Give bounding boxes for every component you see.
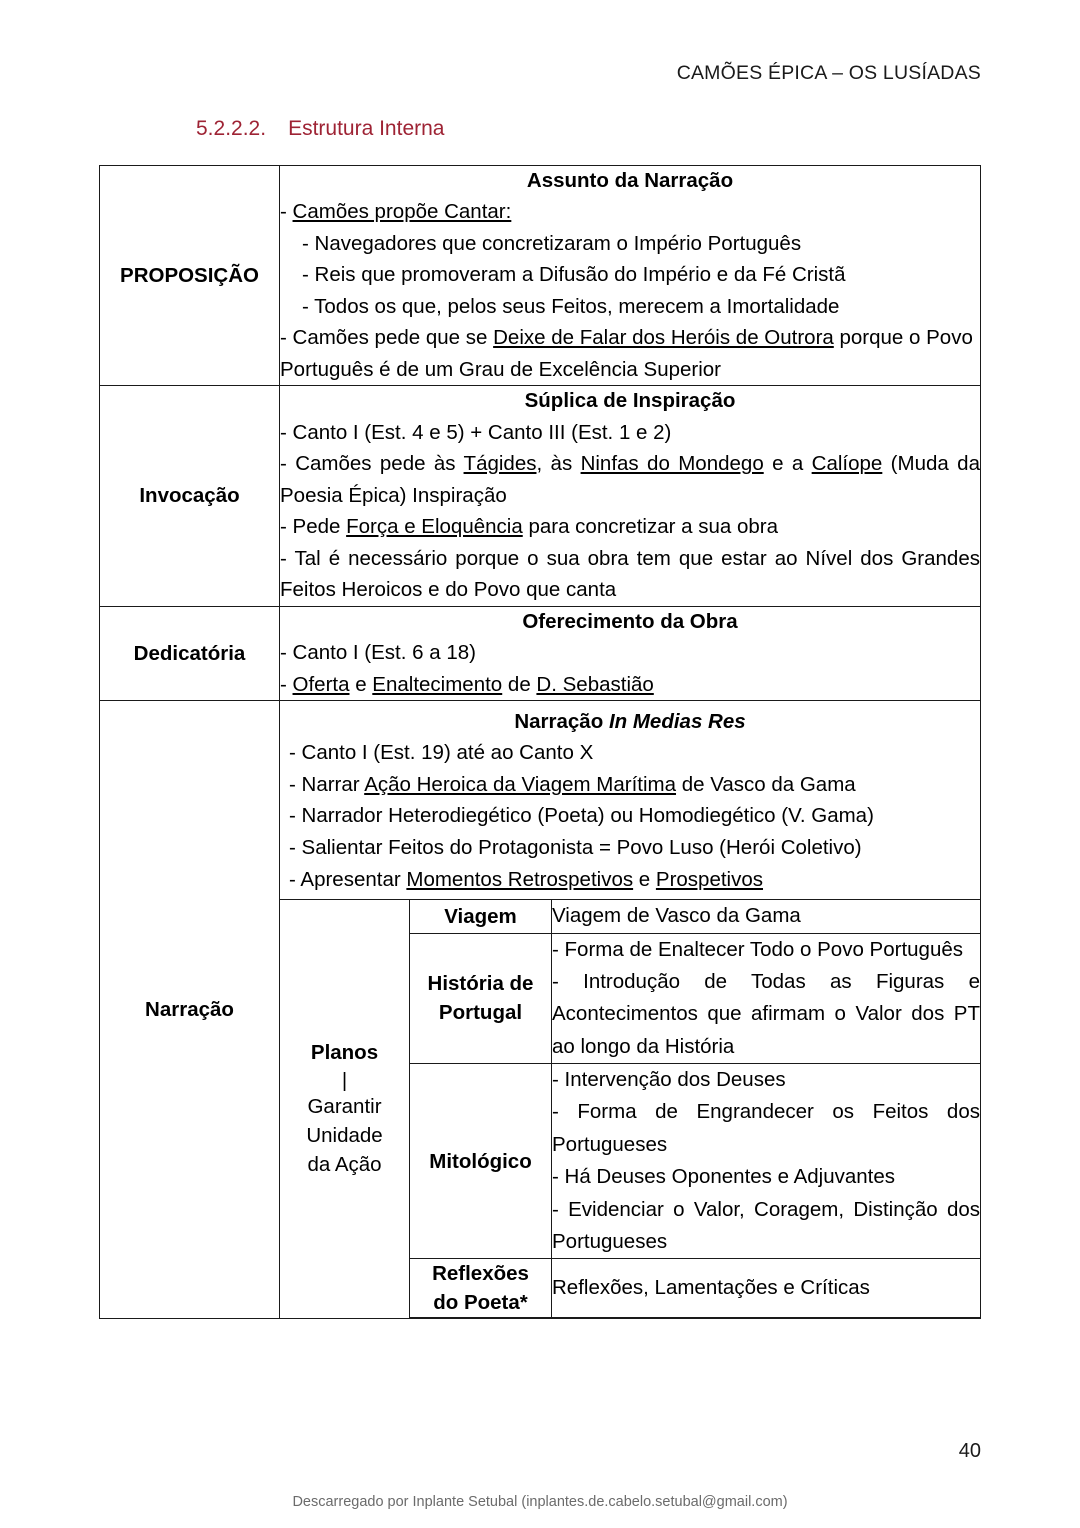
content-line: - Todos os que, pelos seus Feitos, merecem a Imortalidade bbox=[302, 294, 840, 318]
planos-sub-line-1: Garantir bbox=[307, 1095, 382, 1119]
estrutura-interna-table bbox=[99, 165, 981, 1319]
subtable-value-viagem bbox=[552, 900, 981, 933]
planos-title: Planos bbox=[310, 1040, 379, 1064]
content-line: - Forma de Enaltecer Todo o Povo Português bbox=[552, 937, 963, 961]
content-line: - Introdução de Todas as Figuras e Acontecimentos que afirmam o Valor dos PT ao longo da História bbox=[552, 969, 980, 1058]
subtable-key-historia-de-portugal bbox=[410, 933, 552, 1064]
section-title: Estrutura Interna bbox=[288, 117, 445, 140]
page-number: 40 bbox=[958, 1440, 981, 1462]
table-row bbox=[100, 701, 981, 1319]
cell-title-plain: Narração bbox=[514, 710, 609, 734]
cell-title bbox=[289, 707, 971, 736]
download-note: Descarregado por Inplante Setubal (inplantes.de.cabelo.setubal@gmail.com) bbox=[292, 1494, 788, 1510]
content-line: - Canto I (Est. 4 e 5) + Canto III (Est. 1 e 2) bbox=[280, 420, 672, 444]
narracao-intro-block bbox=[280, 701, 980, 899]
content-line: - Tal é necessário porque o sua obra tem que estar ao Nível dos Grandes Feitos Heroicos e do Povo que canta bbox=[280, 546, 980, 602]
subtable-key-line-1: Reflexões bbox=[432, 1262, 529, 1286]
subtable-key-mitologico: Mitológico bbox=[410, 1064, 552, 1259]
subtable-key-viagem: Viagem bbox=[410, 900, 552, 933]
content-line: - Reis que promoveram a Difusão do Império e da Fé Cristã bbox=[302, 263, 846, 287]
content-line: - Pede Força e Eloquência para concretizar a sua obra bbox=[280, 515, 778, 539]
content-line: - Narrar Ação Heroica da Viagem Marítima de Vasco da Gama bbox=[289, 772, 856, 796]
content-line: Reflexões, Lamentações e Críticas bbox=[552, 1276, 870, 1300]
row-content-narracao bbox=[280, 701, 981, 1319]
subtable-value-historia-de-portugal bbox=[552, 933, 981, 1064]
content-line: - Camões pede às Tágides, às Ninfas do Mondego e a Calíope (Muda da Poesia Épica) Inspiração bbox=[280, 452, 980, 507]
table-row bbox=[100, 166, 981, 386]
row-content-dedicatoria bbox=[280, 606, 981, 700]
content-line: - Salientar Feitos do Protagonista = Povo Luso (Herói Coletivo) bbox=[289, 836, 862, 859]
row-content-invocacao bbox=[280, 386, 981, 606]
row-label-invocacao: Invocação bbox=[100, 386, 280, 606]
subtable-key-line-2: do Poeta* bbox=[433, 1291, 528, 1315]
cell-title: Assunto da Narração bbox=[526, 169, 734, 192]
content-line: Viagem de Vasco da Gama bbox=[552, 904, 801, 928]
table-row bbox=[100, 386, 981, 606]
content-line: - Forma de Engrandecer os Feitos dos Portugueses bbox=[552, 1100, 980, 1156]
content-line: - Canto I (Est. 6 a 18) bbox=[280, 641, 476, 665]
subtable-key-reflexoes-do-poeta bbox=[410, 1259, 552, 1318]
cell-title: Súplica de Inspiração bbox=[524, 389, 736, 413]
content-line: - Intervenção dos Deuses bbox=[552, 1068, 786, 1091]
planos-sub-line-2: Unidade bbox=[306, 1123, 383, 1147]
content-line: - Narrador Heterodiegético (Poeta) ou Homodiegético (V. Gama) bbox=[289, 804, 874, 828]
row-label-narracao: Narração bbox=[100, 701, 280, 1319]
planos-subtable bbox=[280, 899, 980, 1318]
subtable-value-mitologico bbox=[552, 1064, 981, 1259]
section-heading bbox=[196, 117, 444, 141]
planos-sub-line-3: da Ação bbox=[307, 1152, 382, 1176]
content-line: - Oferta e Enaltecimento de D. Sebastião bbox=[280, 672, 654, 696]
row-label-proposicao: PROPOSIÇÃO bbox=[100, 166, 280, 386]
table-row bbox=[100, 606, 981, 700]
section-number: 5.2.2.2. bbox=[196, 117, 267, 140]
subtable-key-line-1: História de bbox=[427, 972, 534, 996]
subtable-row-viagem bbox=[280, 900, 980, 933]
content-line: - Há Deuses Oponentes e Adjuvantes bbox=[552, 1165, 896, 1189]
subtable-key-line-2: Portugal bbox=[438, 1001, 523, 1025]
content-line: - Evidenciar o Valor, Coragem, Distinção dos Portugueses bbox=[552, 1197, 980, 1253]
planos-pipe: | bbox=[341, 1068, 348, 1092]
cell-title-italic: In Medias Res bbox=[608, 710, 746, 734]
content-line: - Camões pede que se Deixe de Falar dos Heróis de Outrora porque o Povo Português é de um Grau de Excelência Superior bbox=[280, 326, 973, 381]
content-line: - Apresentar Momentos Retrospetivos e Prospetivos bbox=[289, 867, 764, 891]
content-line: - Canto I (Est. 19) até ao Canto X bbox=[289, 741, 594, 765]
subtable-value-reflexoes-do-poeta bbox=[552, 1259, 981, 1318]
running-header: CAMÕES ÉPICA – OS LUSÍADAS bbox=[676, 62, 981, 84]
cell-title: Oferecimento da Obra bbox=[522, 609, 738, 633]
content-line: - Navegadores que concretizaram o Império Português bbox=[302, 231, 802, 255]
planos-label-cell bbox=[280, 900, 410, 1318]
row-label-dedicatoria: Dedicatória bbox=[100, 606, 280, 700]
content-line: - Camões propõe Cantar: bbox=[280, 200, 512, 224]
row-content-proposicao bbox=[280, 166, 981, 386]
